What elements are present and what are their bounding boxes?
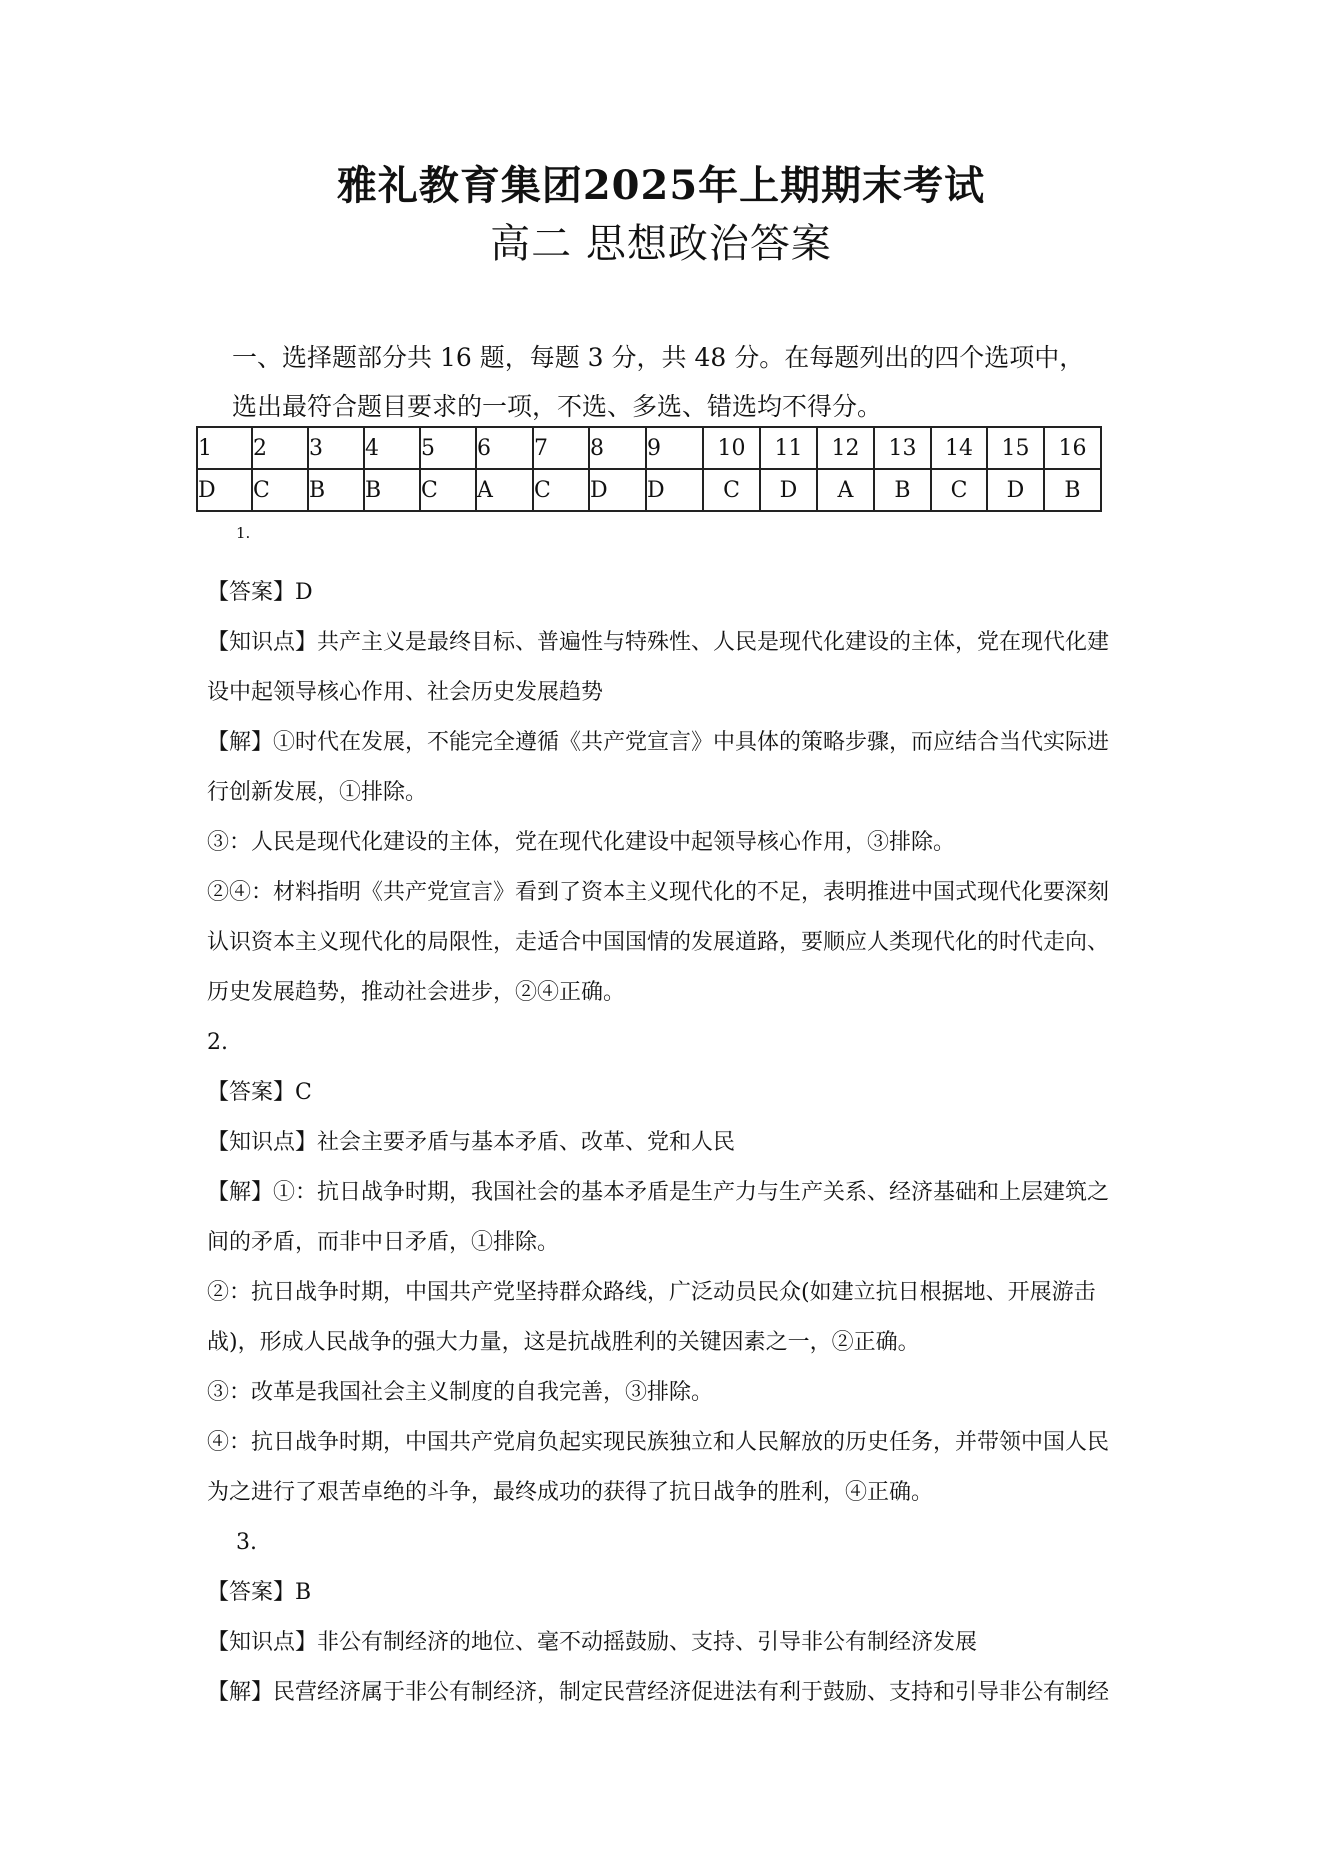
table-cell: A bbox=[817, 469, 874, 511]
table-cell: C bbox=[533, 469, 589, 511]
question-1-explanation: ③：人民是现代化建设的主体，党在现代化建设中起领导核心作用，③排除。 bbox=[207, 830, 956, 855]
question-3-knowledge-point: 【知识点】非公有制经济的地位、毫不动摇鼓励、支持、引导非公有制经济发展 bbox=[207, 1630, 978, 1655]
question-1-explanation: 历史发展趋势，推动社会进步，②④正确。 bbox=[207, 980, 626, 1005]
question-1-knowledge-point: 【知识点】共产主义是最终目标、普遍性与特殊性、人民是现代化建设的主体，党在现代化建 bbox=[207, 630, 1110, 655]
table-cell: B bbox=[1044, 469, 1101, 511]
table-cell: C bbox=[703, 469, 760, 511]
table-cell: D bbox=[760, 469, 817, 511]
question-1-explanation: 【解】①时代在发展，不能完全遵循《共产党宣言》中具体的策略步骤，而应结合当代实际进 bbox=[207, 730, 1110, 755]
question-1-explanation: ②④：材料指明《共产党宣言》看到了资本主义现代化的不足，表明推进中国式现代化要深刻 bbox=[207, 880, 1110, 905]
question-1-explanation: 行创新发展，①排除。 bbox=[207, 780, 428, 805]
table-cell: 6 bbox=[476, 427, 533, 469]
question-2-explanation: 间的矛盾，而非中日矛盾，①排除。 bbox=[207, 1230, 560, 1255]
question-1-explanation: 认识资本主义现代化的局限性，走适合中国国情的发展道路，要顺应人类现代化的时代走向、 bbox=[207, 930, 1110, 955]
table-cell: 2 bbox=[252, 427, 308, 469]
question-2-explanation: 为之进行了艰苦卓绝的斗争，最终成功的获得了抗日战争的胜利，④正确。 bbox=[207, 1480, 934, 1505]
page-subtitle: 高二 思想政治答案 bbox=[490, 221, 832, 267]
table-cell: 10 bbox=[703, 427, 760, 469]
table-cell: 13 bbox=[874, 427, 931, 469]
question-2-explanation: ④：抗日战争时期，中国共产党肩负起实现民族独立和人民解放的历史任务，并带领中国人民 bbox=[207, 1430, 1110, 1455]
question-1-knowledge-point: 设中起领导核心作用、社会历史发展趋势 bbox=[207, 680, 604, 705]
question-3-explanation: 【解】民营经济属于非公有制经济，制定民营经济促进法有利于鼓励、支持和引导非公有制经 bbox=[207, 1680, 1110, 1705]
question-3-answer: 【答案】B bbox=[207, 1580, 312, 1605]
question-2-explanation: ②：抗日战争时期，中国共产党坚持群众路线，广泛动员民众(如建立抗日根据地、开展游击 bbox=[207, 1280, 1096, 1305]
table-cell: 5 bbox=[420, 427, 476, 469]
table-cell: 7 bbox=[533, 427, 589, 469]
table-cell: 12 bbox=[817, 427, 874, 469]
table-cell: 15 bbox=[987, 427, 1044, 469]
table-cell: 1 bbox=[197, 427, 252, 469]
table-cell: 16 bbox=[1044, 427, 1101, 469]
table-cell: 4 bbox=[364, 427, 420, 469]
table-cell: C bbox=[252, 469, 308, 511]
table-cell: 9 bbox=[646, 427, 703, 469]
table-cell: 8 bbox=[589, 427, 646, 469]
question-1-answer: 【答案】D bbox=[207, 580, 313, 605]
table-cell: D bbox=[646, 469, 703, 511]
table-cell: B bbox=[308, 469, 364, 511]
table-cell: 3 bbox=[308, 427, 364, 469]
section-intro-line-1: 一、选择题部分共 16 题，每题 3 分，共 48 分。在每题列出的四个选项中， bbox=[232, 343, 1085, 372]
table-cell: B bbox=[364, 469, 420, 511]
question-3-number: 3. bbox=[236, 1530, 257, 1555]
question-2-knowledge-point: 【知识点】社会主要矛盾与基本矛盾、改革、党和人民 bbox=[207, 1130, 736, 1155]
question-2-number: 2. bbox=[207, 1030, 228, 1055]
question-2-explanation: 战)，形成人民战争的强大力量，这是抗战胜利的关键因素之一，②正确。 bbox=[207, 1330, 920, 1355]
question-1-number: 1. bbox=[236, 524, 251, 542]
section-intro-line-2: 选出最符合题目要求的一项，不选、多选、错选均不得分。 bbox=[232, 392, 883, 421]
table-cell: D bbox=[589, 469, 646, 511]
table-cell: 11 bbox=[760, 427, 817, 469]
question-2-answer: 【答案】C bbox=[207, 1080, 312, 1105]
answer-table-answer-row bbox=[197, 469, 1101, 511]
table-cell: B bbox=[874, 469, 931, 511]
page-title: 雅礼教育集团2025年上期期末考试 bbox=[336, 162, 986, 209]
answer-table-number-row bbox=[197, 427, 1101, 469]
table-cell: D bbox=[197, 469, 252, 511]
table-cell: D bbox=[987, 469, 1044, 511]
table-cell: A bbox=[476, 469, 533, 511]
answer-table bbox=[196, 426, 1102, 512]
table-cell: C bbox=[931, 469, 987, 511]
table-cell: C bbox=[420, 469, 476, 511]
question-2-explanation: ③：改革是我国社会主义制度的自我完善，③排除。 bbox=[207, 1380, 714, 1405]
question-2-explanation: 【解】①：抗日战争时期，我国社会的基本矛盾是生产力与生产关系、经济基础和上层建筑之 bbox=[207, 1180, 1110, 1205]
table-cell: 14 bbox=[931, 427, 987, 469]
